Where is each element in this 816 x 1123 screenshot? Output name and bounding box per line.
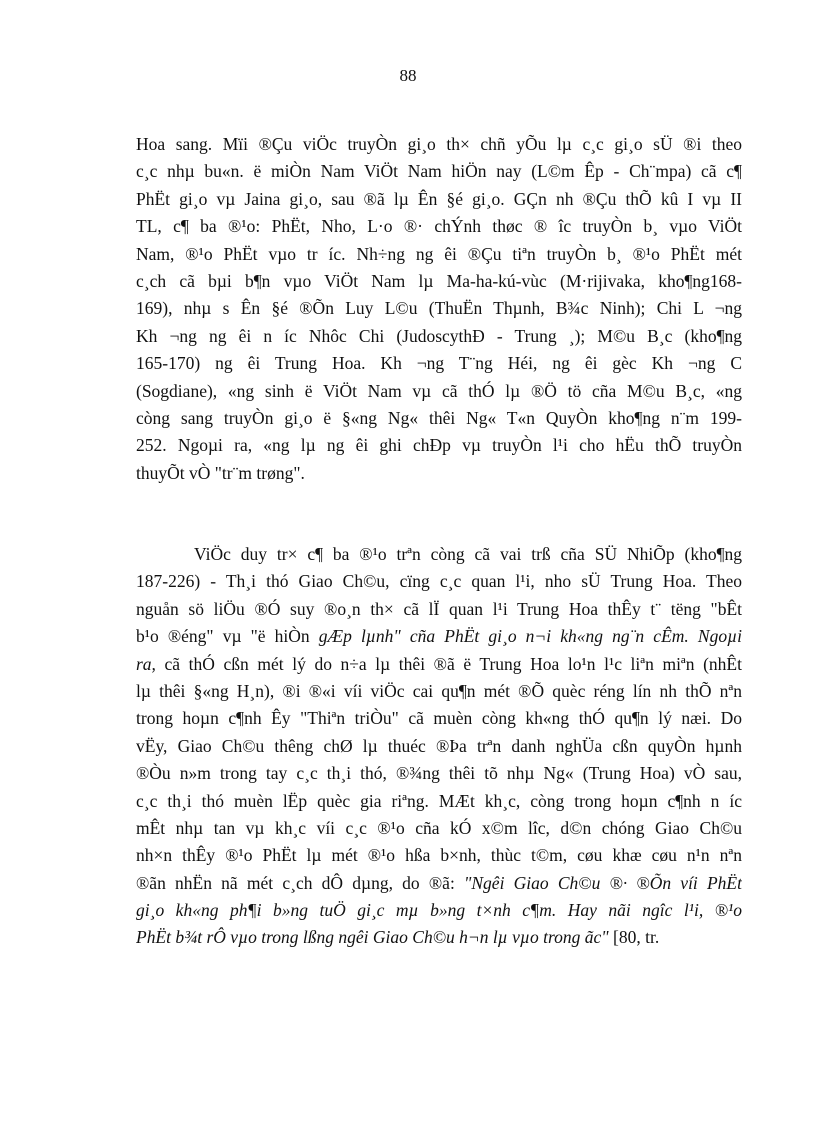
text-line <box>136 541 742 568</box>
text-segment: TL, c¶ ba ®¹o: PhËt, Nho, L·o ®· chÝnh thøc ® îc truyÒn b¸ vµo ViÖt <box>136 216 742 237</box>
text-line <box>136 405 742 432</box>
text-line <box>136 623 742 650</box>
text-segment: thuyÕt vÒ "tr¨m trøng". <box>136 462 305 483</box>
text-line <box>136 186 742 213</box>
text-segment: PhËt gi¸o vµ Jaina gi¸o, sau ®ã lµ Ên §é gi¸o. GÇn nh ®Çu thÕ kû I vµ II <box>136 188 742 209</box>
text-line <box>136 705 742 732</box>
text-segment: vËy, Giao Ch©u thêng chØ lµ thuéc ®Þa trªn danh nghÜa cßn quyÒn hµnh <box>136 735 742 756</box>
text-segment: c¸c th¸i thó muèn lËp quèc gia riªng. MÆt kh¸c, còng trong hoµn c¶nh n íc <box>136 790 742 811</box>
italic-text-segment: gÆp lµnh" cña PhËt gi¸o n¬i kh«ng ng¨n cÊm. Ngoµi <box>318 626 742 647</box>
text-segment: Nam, ®¹o PhËt vµo tr íc. Nh÷ng ng êi ®Çu tiªn truyÒn b¸ ®¹o PhËt mét <box>136 243 742 264</box>
text-line <box>136 842 742 869</box>
text-line <box>136 460 742 487</box>
text-line <box>136 924 742 951</box>
text-line <box>136 350 742 377</box>
text-segment: 252. Ngoµi ra, «ng lµ ng êi ghi chÐp vµ truyÒn l¹i cho hËu thÕ truyÒn <box>136 435 742 456</box>
text-segment: lµ thêi §«ng H¸n), ®i ®«i víi viÖc cai qu¶n mét ®Õ quèc réng lín nh thÕ nªn <box>136 680 742 701</box>
text-segment: Kh ¬ng ng êi n íc Nhôc Chi (JudoscythÐ - Trung ¸); M©u B¸c (kho¶ng <box>136 325 742 346</box>
text-segment: (Sogdiane), «ng sinh ë ViÖt Nam vµ cã thÓ lµ ®Ö tö cña M©u B¸c, «ng <box>136 380 742 401</box>
italic-text-segment: "Ngêi Giao Ch©u ®· ®Õn víi PhËt <box>464 872 742 893</box>
text-line <box>136 596 742 623</box>
text-line <box>136 788 742 815</box>
text-segment: ViÖc duy tr× c¶ ba ®¹o trªn còng cã vai trß cña SÜ NhiÕp (kho¶ng <box>194 544 742 564</box>
text-segment: ®Òu n»m trong tay c¸c th¸i thó, ®¾ng thêi tõ nhµ Ng« (Trung Hoa) vÒ sau, <box>136 763 742 784</box>
text-segment: còng sang truyÒn gi¸o ë §«ng Ng« thêi Ng« T«n QuyÒn kho¶ng n¨m 199- <box>136 407 742 428</box>
text-segment: nh×n thÊy ®¹o PhËt lµ mét ®¹o hßa b×nh, thùc t©m, cøu khæ cøu n¹n nªn <box>136 845 742 866</box>
text-line <box>136 760 742 787</box>
text-segment: [80, tr. <box>608 927 660 948</box>
text-line <box>136 295 742 322</box>
text-line <box>136 268 742 295</box>
italic-text-segment: PhËt b¾t rÔ vµo trong lßng ngêi Giao Ch©u h¬n lµ vµo trong ãc" <box>136 927 609 948</box>
text-line <box>136 241 742 268</box>
text-line <box>136 651 742 678</box>
text-segment: nguån sö liÖu ®Ó suy ®o¸n th× cã lÏ quan l¹i Trung Hoa thÊy t¨ tëng "bÊt <box>136 598 742 619</box>
text-line <box>136 131 742 158</box>
text-segment: 169), nhµ s Ên §é ®Õn Luy L©u (ThuËn Thµnh, B¾c Ninh); Chi L ¬ng <box>136 298 742 319</box>
text-segment: Hoa sang. Mïi ®Çu viÖc truyÒn gi¸o th× chñ yÕu lµ c¸c gi¸o sÜ ®i theo <box>136 134 742 154</box>
text-line <box>136 897 742 924</box>
text-line <box>136 432 742 459</box>
text-segment: 165-170) ng êi Trung Hoa. Kh ¬ng T¨ng Héi, ng êi gèc Kh ¬ng C <box>136 353 742 374</box>
italic-text-segment: ra, <box>136 653 156 674</box>
text-line <box>136 213 742 240</box>
text-segment: c¸ch cã bµi b¶n vµo ViÖt Nam lµ Ma-ha-kú-vùc (M·rijivaka, kho¶ng168- <box>136 270 742 291</box>
text-segment: b¹o ®éng" vµ "ë hiÒn <box>136 626 319 647</box>
text-line <box>136 733 742 760</box>
text-segment: ®ãn nhËn nã mét c¸ch dÔ dµng, do ®ã: <box>136 872 465 893</box>
text-line <box>136 323 742 350</box>
text-line <box>136 815 742 842</box>
text-segment: c¸c nhµ bu«n. ë miÒn Nam ViÖt Nam hiÖn nay (L©m Êp - Ch¨mpa) cã c¶ <box>136 161 742 182</box>
italic-text-segment: gi¸o kh«ng ph¶i b»ng tuÖ gi¸c mµ b»ng t×nh c¶m. Hay nãi ngîc l¹i, ®¹o <box>136 900 742 921</box>
text-line <box>136 378 742 405</box>
text-line <box>136 678 742 705</box>
paragraph-2 <box>136 541 742 952</box>
text-segment: mÊt nhµ tan vµ kh¸c víi c¸c ®¹o cña kÓ x©m lîc, d©n chóng Giao Ch©u <box>136 817 742 838</box>
text-line <box>136 568 742 595</box>
paragraph-1 <box>136 131 742 487</box>
text-line <box>136 158 742 185</box>
text-segment: 187-226) - Th¸i thó Giao Ch©u, cïng c¸c quan l¹i, nho sÜ Trung Hoa. Theo <box>136 571 742 592</box>
text-line <box>136 870 742 897</box>
text-segment: trong hoµn c¶nh Êy "Thiªn triÒu" cã muèn còng kh«ng thÓ qu¶n lý næi. Do <box>136 708 742 729</box>
page-number: 88 <box>399 66 417 85</box>
text-segment: cã thÓ cßn mét lý do n÷a lµ thêi ®ã ë Trung Hoa lo¹n l¹c liªn miªn (nhÊt <box>155 653 742 674</box>
